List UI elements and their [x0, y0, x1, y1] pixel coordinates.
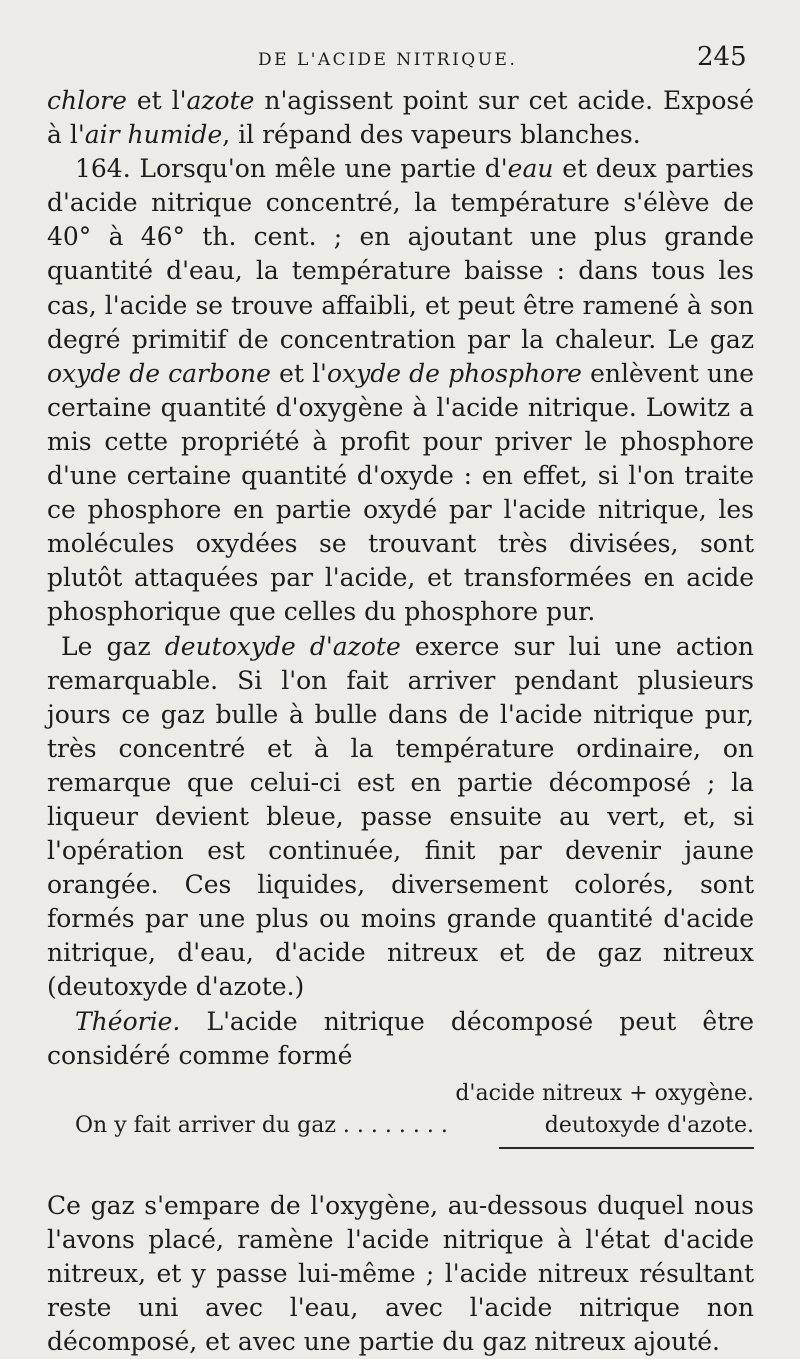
scheme-rule — [499, 1147, 754, 1149]
text-run: Ce gaz s'empare de l'oxygène, au-dessous duquel nous l'avons placé, ramène l'acide nitrique à l'état d'acide nitreux, et y passe lui-même ; l'acide nitreux résultant reste uni avec l'eau, avec l'acide nitrique non décomposé, et avec une partie du gaz nitreux ajouté. — [47, 1190, 754, 1357]
paragraph-deutoxyde — [47, 630, 754, 1005]
page-header — [0, 42, 800, 82]
spacer — [47, 1155, 754, 1189]
paragraph-conclusion — [47, 1189, 754, 1359]
text-run: 164. Lorsqu'on mêle une partie d' — [75, 154, 508, 184]
page-body — [47, 84, 754, 1359]
scheme-line-reagent: deutoxyde d'azote. — [544, 1112, 754, 1138]
text-run: et l' — [270, 358, 327, 388]
term-oxyde-de-carbone: oxyde de carbone — [47, 358, 271, 388]
text-run: L'acide nitrique décomposé peut être considéré comme formé — [47, 1006, 754, 1070]
term-eau: eau — [507, 154, 554, 184]
text-run: , il répand des vapeurs blanches. — [222, 120, 641, 150]
paragraph-164 — [47, 152, 754, 629]
term-chlore: chlore — [47, 86, 127, 115]
paragraph-intro — [47, 84, 754, 152]
term-deutoxyde-d-azote: deutoxyde d'azote — [164, 631, 401, 661]
page-number: 245 — [697, 42, 747, 72]
term-theorie: Théorie. — [75, 1006, 181, 1036]
running-head: DE L'ACIDE NITRIQUE. — [258, 50, 518, 70]
term-air-humide: air humide — [84, 120, 223, 150]
text-run: enlèvent une certaine quantité d'oxygène à l'acide nitrique. Lowitz a mis cette propriété à profit pour priver le phosphore d'une certaine quantité d'oxyde : en effet, si l'on traite ce phosphore en partie oxydé par l'acide nitrique, les molécules oxydées se trouvant très divisées, sont plutôt attaquées par l'acide, et transformées en acide phosphorique que celles du phosphore pur. — [47, 358, 754, 627]
scheme-line-products: d'acide nitreux + oxygène. — [455, 1080, 754, 1106]
term-azote: azote — [186, 86, 255, 115]
term-oxyde-de-phosphore: oxyde de phosphore — [326, 358, 582, 388]
text-run: exerce sur lui une action remarquable. Si l'on fait arriver pendant plusieurs jours ce gaz bulle à bulle dans de l'acide nitrique pur, très concentré et à la température ordinaire, on remarque que celui-ci est en partie décomposé ; la liqueur devient bleue, passe ensuite au vert, et, si l'opération est continuée, finit par devenir jaune orangée. Ces liquides, diversement colorés, sont formés par une plus ou moins grande quantité d'acide nitrique, d'eau, d'acide nitreux et de gaz nitreux (deutoxyde d'azote.) — [47, 631, 754, 1002]
scheme-line-reagent-label: On y fait arriver du gaz . . . . . . . . — [75, 1112, 448, 1138]
text-run: et deux parties d'acide nitrique concentré, la température s'élève de 40° à 46° th. cent. ; en ajoutant une plus grande quantité d'eau, la température baisse : dans tous les cas, l'acide se trouve affaibli, et peut être ramené à son degré primitif de concentration par la chaleur. Le gaz — [47, 154, 754, 354]
text-run: n'agissent point sur cet acide. Exposé à l' — [47, 86, 754, 150]
text-run: Le gaz — [61, 631, 165, 661]
text-run: et l' — [126, 86, 187, 115]
paragraph-theorie — [47, 1005, 754, 1073]
reaction-scheme — [47, 1073, 754, 1155]
